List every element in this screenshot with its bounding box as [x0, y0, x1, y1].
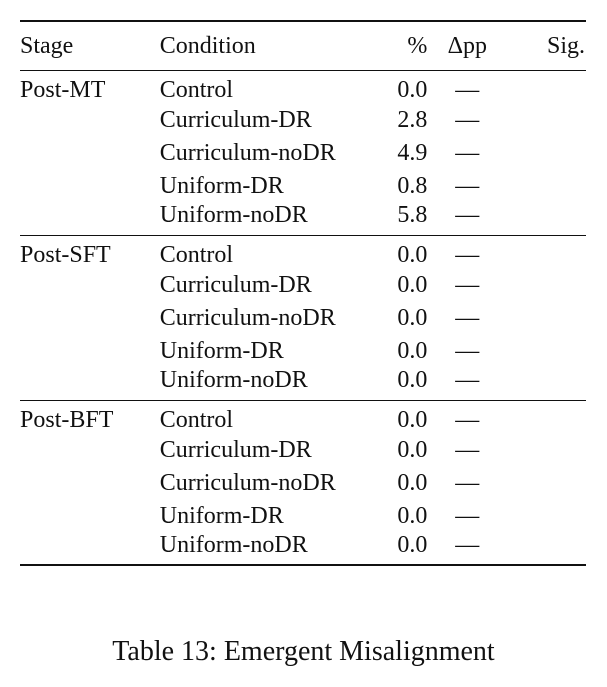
sig-cell: [507, 400, 586, 433]
table-row: [20, 466, 586, 499]
table-row: [20, 136, 586, 169]
stage-cell: Post-BFT: [20, 406, 114, 433]
header-percent: %: [407, 32, 428, 59]
results-table: [20, 20, 586, 566]
table-caption: Table 13: Emergent Misalignment: [112, 636, 495, 667]
delta-pp-cell: —: [455, 271, 480, 298]
condition-cell: Control: [159, 241, 234, 268]
delta-pp-cell: —: [455, 172, 480, 199]
stage-cell: [20, 169, 160, 202]
stage-cell: [20, 103, 160, 136]
stage-cell: Post-SFT: [20, 241, 111, 268]
header-sig: Sig.: [546, 32, 585, 59]
delta-pp-cell: —: [455, 304, 480, 331]
percent-cell: 5.8: [397, 202, 428, 229]
condition-cell: Curriculum-DR: [159, 106, 312, 133]
condition-cell: Curriculum-noDR: [159, 304, 336, 331]
delta-pp-cell: —: [455, 469, 480, 496]
header-row: [20, 21, 586, 70]
table-row: [20, 235, 586, 268]
stage-cell: [20, 301, 160, 334]
condition-cell: Uniform-noDR: [159, 367, 308, 394]
condition-cell: Uniform-DR: [159, 172, 284, 199]
delta-pp-cell: —: [455, 202, 480, 229]
condition-cell: Control: [159, 76, 234, 103]
sig-cell: [507, 367, 586, 400]
stage-cell: [20, 466, 160, 499]
table-row: [20, 268, 586, 301]
percent-cell: 0.0: [397, 502, 428, 529]
delta-pp-cell: —: [455, 76, 480, 103]
sig-cell: [507, 136, 586, 169]
delta-pp-cell: —: [455, 502, 480, 529]
table-header: [20, 21, 586, 70]
sig-cell: [507, 169, 586, 202]
percent-cell: 0.0: [397, 367, 428, 394]
percent-cell: 0.0: [397, 532, 428, 558]
delta-pp-cell: —: [455, 106, 480, 133]
stage-cell: [20, 268, 160, 301]
sig-cell: [507, 70, 586, 103]
stage-cell: [20, 499, 160, 532]
condition-cell: Curriculum-DR: [159, 436, 312, 463]
percent-cell: 0.0: [397, 469, 428, 496]
group-post-mt: [20, 70, 586, 235]
header-condition: Condition: [159, 32, 256, 59]
group-post-sft: [20, 235, 586, 400]
delta-pp-cell: —: [455, 139, 480, 166]
percent-cell: 0.0: [397, 406, 428, 433]
table-row: [20, 169, 586, 202]
condition-cell: Curriculum-noDR: [159, 139, 336, 166]
sig-cell: [507, 103, 586, 136]
condition-cell: Curriculum-DR: [159, 271, 312, 298]
stage-cell: [20, 202, 160, 235]
header-delta-pp: Δpp: [447, 32, 488, 59]
sig-cell: [507, 499, 586, 532]
table-row: [20, 400, 586, 433]
percent-cell: 0.0: [397, 241, 428, 268]
header-stage: Stage: [20, 32, 74, 59]
delta-pp-cell: —: [455, 337, 480, 364]
stage-cell: [20, 136, 160, 169]
sig-cell: [507, 202, 586, 235]
sig-cell: [507, 466, 586, 499]
table-row: [20, 70, 586, 103]
table-row: [20, 433, 586, 466]
stage-cell: [20, 433, 160, 466]
percent-cell: 0.0: [397, 337, 428, 364]
delta-pp-cell: —: [455, 367, 480, 394]
condition-cell: Uniform-noDR: [159, 532, 308, 558]
sig-cell: [507, 235, 586, 268]
table-row: [20, 499, 586, 532]
condition-cell: Uniform-DR: [159, 502, 284, 529]
percent-cell: 0.8: [397, 172, 428, 199]
delta-pp-cell: —: [455, 406, 480, 433]
condition-cell: Uniform-DR: [159, 337, 284, 364]
sig-cell: [507, 532, 586, 565]
condition-cell: Curriculum-noDR: [159, 469, 336, 496]
table-row: [20, 367, 586, 400]
group-post-bft: [20, 400, 586, 565]
percent-cell: 0.0: [397, 271, 428, 298]
sig-cell: [507, 301, 586, 334]
condition-cell: Uniform-noDR: [159, 202, 308, 229]
percent-cell: 2.8: [397, 106, 428, 133]
delta-pp-cell: —: [455, 436, 480, 463]
delta-pp-cell: —: [455, 241, 480, 268]
stage-cell: Post-MT: [20, 76, 106, 103]
sig-cell: [507, 334, 586, 367]
results-table-container: [20, 20, 586, 566]
table-row: [20, 202, 586, 235]
delta-pp-cell: —: [455, 532, 480, 558]
percent-cell: 0.0: [397, 436, 428, 463]
condition-cell: Control: [159, 406, 234, 433]
stage-cell: [20, 367, 160, 400]
percent-cell: 0.0: [397, 304, 428, 331]
stage-cell: [20, 532, 160, 565]
table-row: [20, 301, 586, 334]
table-row: [20, 334, 586, 367]
stage-cell: [20, 334, 160, 367]
percent-cell: 4.9: [397, 139, 428, 166]
percent-cell: 0.0: [397, 76, 428, 103]
sig-cell: [507, 433, 586, 466]
sig-cell: [507, 268, 586, 301]
table-row: [20, 103, 586, 136]
table-row: [20, 532, 586, 565]
